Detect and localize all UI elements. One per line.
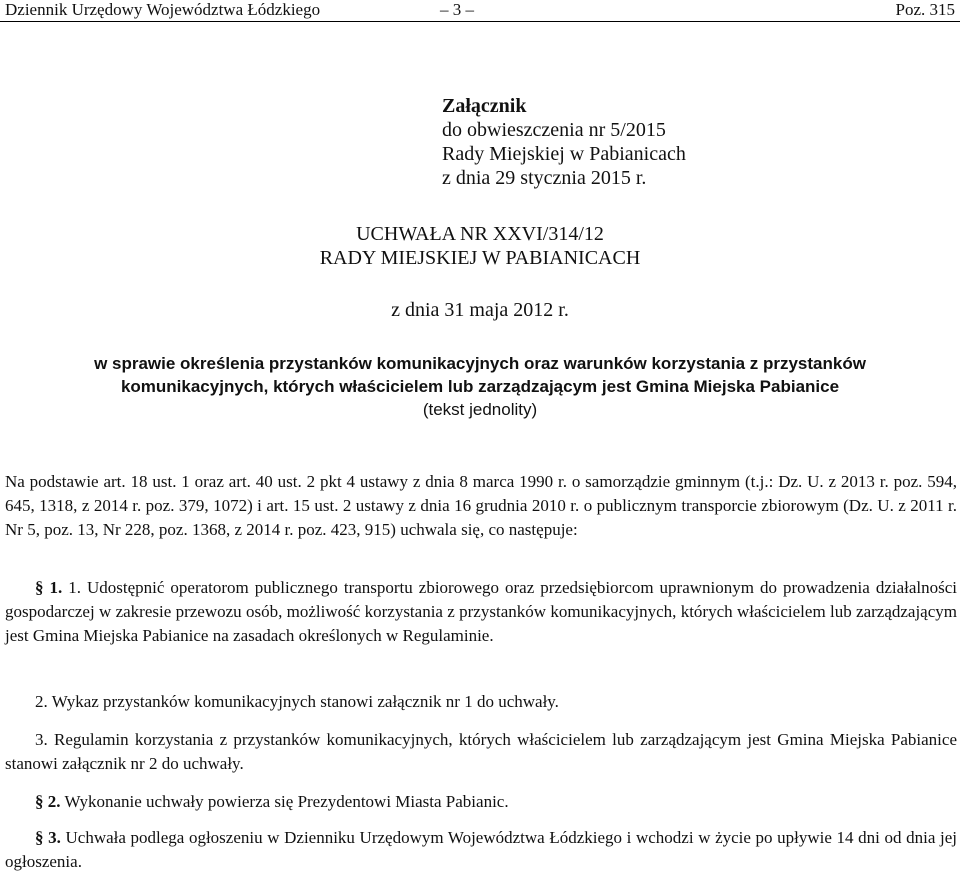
annex-line-1: do obwieszczenia nr 5/2015 bbox=[442, 119, 666, 141]
subject-line-2: komunikacyjnych, których właścicielem lub zarządzającym jest Gmina Miejska Pabianice bbox=[120, 377, 840, 396]
paragraph-1 bbox=[5, 576, 957, 648]
resolution-subject bbox=[0, 352, 960, 421]
resolution-title bbox=[0, 222, 960, 270]
paragraph-2 bbox=[5, 790, 957, 814]
journal-title: Dziennik Urzędowy Województwa Łódzkiego bbox=[5, 0, 321, 19]
paragraph-1-item-3-text: 3. Regulamin korzystania z przystanków komunikacyjnych, których właścicielem lub zarządzającym jest Gmina Miejska Pabianice stanowi załącznik nr 2 do uchwały. bbox=[5, 730, 957, 773]
paragraph-1-item-3 bbox=[5, 728, 957, 776]
paragraph-1-text: 1. Udostępnić operatorom publicznego transportu zbiorowego oraz przedsiębiorcom uprawnionym do prowadzenia działalności gospodarczej w zakresie przewozu osób, możliwość korzystania z przystanków komunikacyjnych, których właścicielem lub zarządzającym jest Gmina Miejska Pabianice na zasadach określonych w Regulaminie. bbox=[5, 578, 958, 645]
paragraph-2-text: Wykonanie uchwały powierza się Prezydentowi Miasta Pabianic. bbox=[64, 792, 509, 811]
paragraph-1-item-2: 2. Wykaz przystanków komunikacyjnych stanowi załącznik nr 1 do uchwały. bbox=[35, 692, 559, 711]
paragraph-3-text: Uchwała podlega ogłoszeniu w Dzienniku Urzędowym Województwa Łódzkiego i wchodzi w życie po upływie 14 dni od dnia jej ogłoszenia. bbox=[5, 828, 958, 871]
page-header bbox=[0, 0, 960, 22]
annex-line-3: z dnia 29 stycznia 2015 r. bbox=[442, 167, 647, 189]
resolution-title-line-2: RADY MIEJSKIEJ W PABIANICACH bbox=[319, 247, 641, 269]
subject-note: (tekst jednolity) bbox=[422, 400, 538, 419]
position-number: Poz. 315 bbox=[895, 0, 955, 19]
resolution-title-line-1: UCHWAŁA NR XXVI/314/12 bbox=[356, 223, 604, 245]
annex-title: Załącznik bbox=[442, 95, 527, 117]
paragraph-1-marker: § 1. bbox=[35, 578, 63, 597]
legal-basis: Na podstawie art. 18 ust. 1 oraz art. 40 ust. 2 pkt 4 ustawy z dnia 8 marca 1990 r. o samorządzie gminnym (t.j.: Dz. U. z 2013 r. poz. 594, 645, 1318, z 2014 r. poz. 379, 1072) i art. 15 ust. 2 ustawy z dnia 16 grudnia 2010 r. o publicznym transporcie zbiorowym (Dz. U. z 2011 r. Nr 5, poz. 13, Nr 228, poz. 1368, z 2014 r. poz. 423, 915) uchwala się, co następuje: bbox=[5, 472, 957, 539]
header-rule bbox=[0, 21, 960, 22]
paragraph-2-marker: § 2. bbox=[35, 792, 61, 811]
annex-line-2: Rady Miejskiej w Pabianicach bbox=[442, 143, 686, 165]
resolution-date: z dnia 31 maja 2012 r. bbox=[391, 299, 569, 321]
paragraph-3-marker: § 3. bbox=[35, 828, 61, 847]
paragraph-3 bbox=[5, 826, 957, 874]
page-number: – 3 – bbox=[440, 0, 474, 19]
annex-block bbox=[442, 94, 686, 190]
subject-line-1: w sprawie określenia przystanków komunikacyjnych oraz warunków korzystania z przystanków bbox=[94, 354, 866, 373]
